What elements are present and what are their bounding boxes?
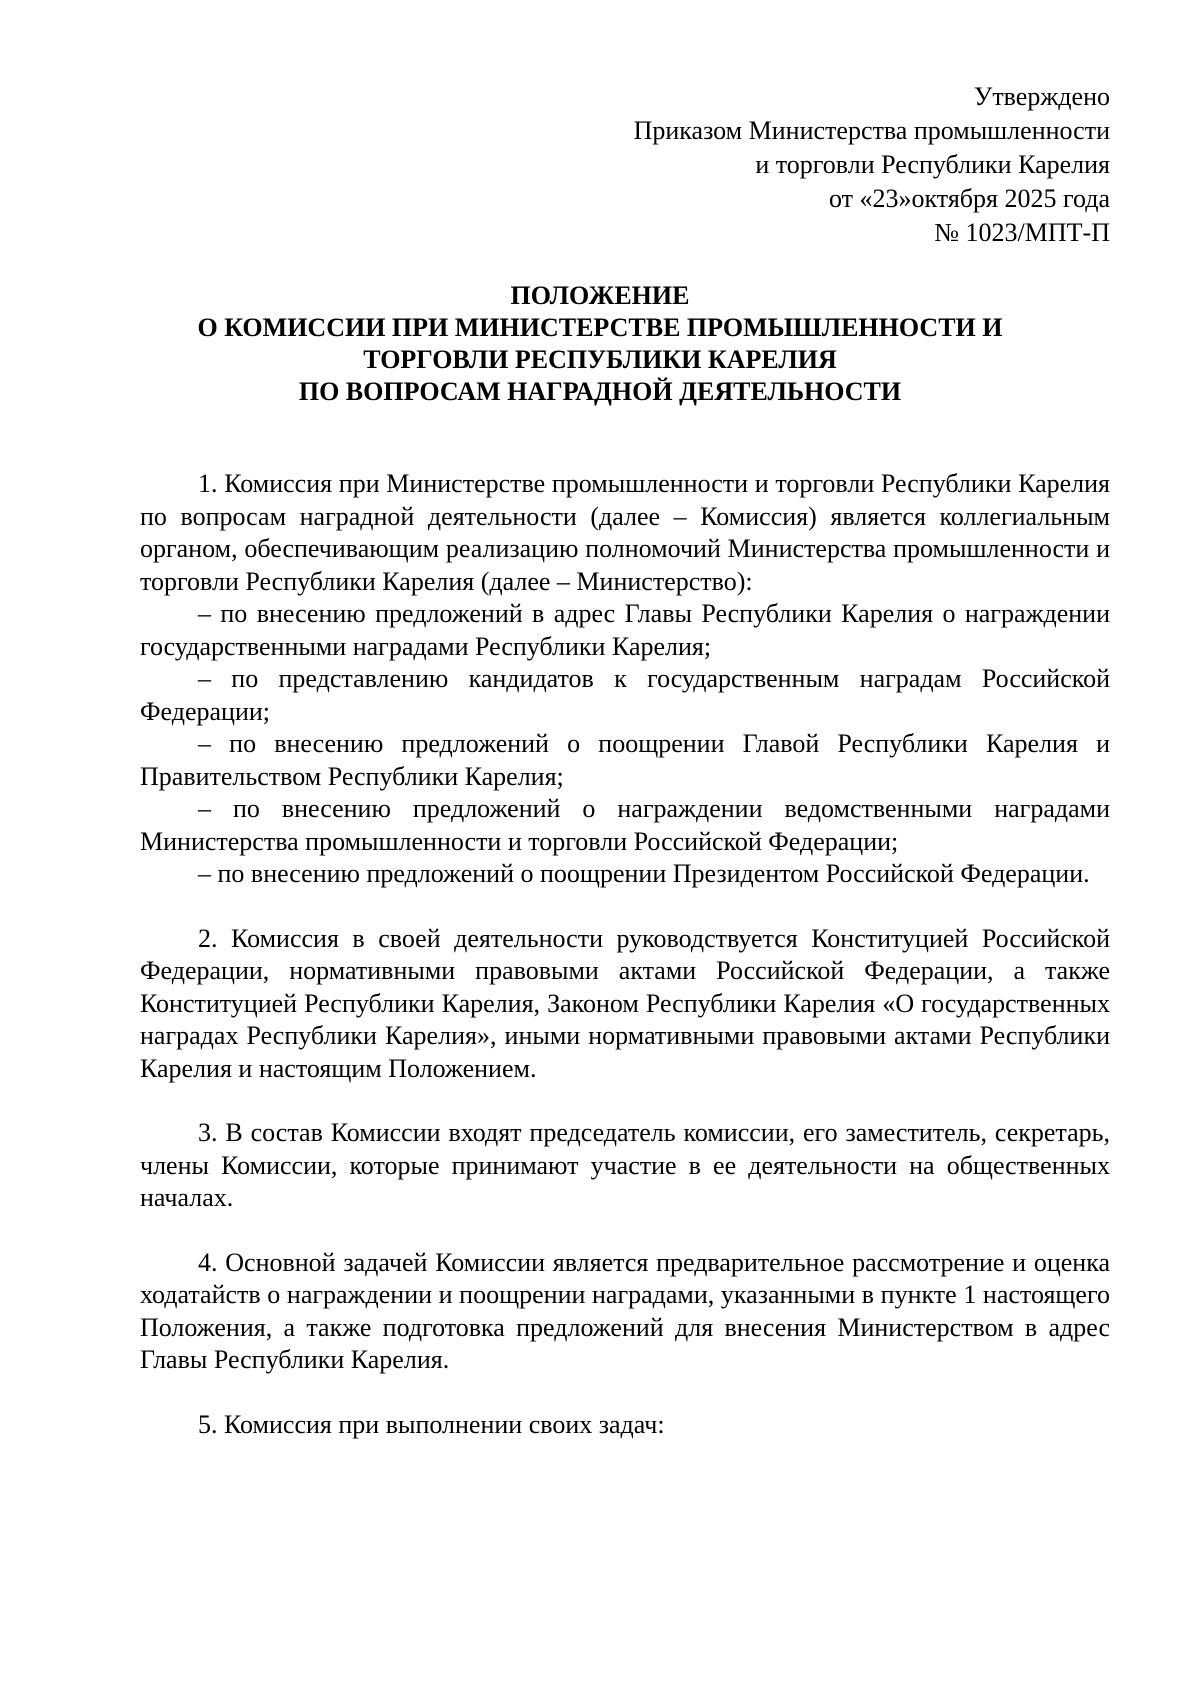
list-item: – по внесению предложений в адрес Главы Республики Карелия о награждении государственными наградами Республики Карелия;: [140, 599, 1110, 661]
list-item: – по внесению предложений о поощрении Главой Республики Карелия и Правительством Республики Карелия;: [140, 729, 1110, 791]
paragraph-4: 4. Основной задачей Комиссии является предварительное рассмотрение и оценка ходатайств о награждении и поощрении наградами, указанными в пункте 1 настоящего Положения, а также подготовка предложений для внесения Министерством в адрес Главы Республики Карелия.: [140, 1247, 1110, 1374]
title-line: ПОЛОЖЕНИЕ: [510, 281, 690, 310]
approval-date: от «23»октября 2025 года: [828, 184, 1110, 213]
title-line: ТОРГОВЛИ РЕСПУБЛИКИ КАРЕЛИЯ: [363, 345, 837, 374]
approval-block: [634, 80, 1110, 250]
list-item: – по внесению предложений о поощрении Президентом Российской Федерации.: [198, 859, 1090, 888]
approval-line: Утверждено: [973, 82, 1110, 111]
paragraph-3: 3. В состав Комиссии входят председатель комиссии, его заместитель, секретарь, члены Комиссии, которые принимают участие в ее деятельности на общественных началах.: [140, 1118, 1110, 1212]
approval-line: Приказом Министерства промышленности: [633, 116, 1110, 145]
document-body: [140, 468, 1110, 1441]
approval-number: № 1023/МПТ-П: [934, 218, 1110, 247]
title-line: ПО ВОПРОСАМ НАГРАДНОЙ ДЕЯТЕЛЬНОСТИ: [298, 377, 902, 406]
paragraph-2: 2. Комиссия в своей деятельности руководствуется Конституцией Российской Федерации, нормативными правовыми актами Российской Федерации, а также Конституцией Республики Карелия, Законом Республики Карелия «О государственных наградах Республики Карелия», иными нормативными правовыми актами Республики Карелия и настоящим Положением.: [140, 923, 1110, 1083]
paragraph-5: 5. Комиссия при выполнении своих задач:: [198, 1409, 665, 1439]
list-item: – по внесению предложений о награждении ведомственными наградами Министерства промышленности и торговли Российской Федерации;: [140, 794, 1110, 856]
document-title: [100, 280, 1100, 408]
paragraph-1: 1. Комиссия при Министерстве промышленности и торговли Республики Карелия по вопросам наградной деятельности (далее – Комиссия) является коллегиальным органом, обеспечивающим реализацию полномочий Министерства промышленности и торговли Республики Карелия (далее – Министерство):: [140, 469, 1110, 596]
approval-line: и торговли Республики Карелия: [755, 150, 1110, 179]
title-line: О КОМИССИИ ПРИ МИНИСТЕРСТВЕ ПРОМЫШЛЕННОСТИ И: [197, 313, 1003, 342]
list-item: – по представлению кандидатов к государственным наградам Российской Федерации;: [140, 664, 1110, 726]
